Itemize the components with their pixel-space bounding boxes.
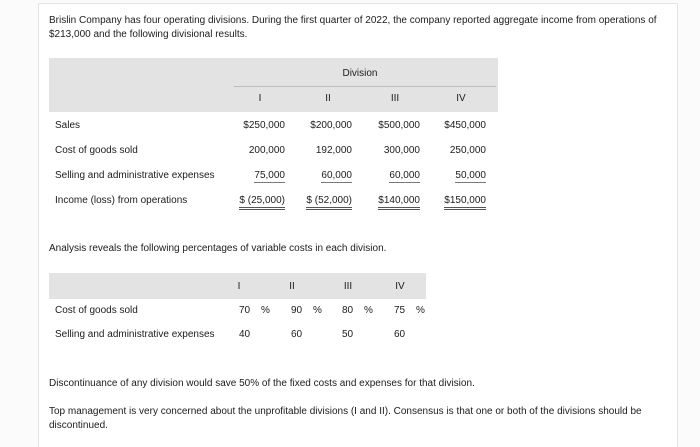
cell-income-ii: $ (52,000) xyxy=(306,195,352,210)
col-header-iii: III xyxy=(390,93,400,104)
cell-sa-ii: 60,000 xyxy=(321,170,352,181)
cell-sa-i: 75,000 xyxy=(254,170,285,181)
t2-cell-sa-i: 40 xyxy=(239,329,251,340)
cell-sales-ii: $200,000 xyxy=(310,120,352,131)
t2-cell-sa-ii: 60 xyxy=(291,329,303,340)
cell-sales-iii: $500,000 xyxy=(378,120,420,131)
t2-col-header-i: I xyxy=(237,281,241,292)
t2-cell-cogs-ii-unit: % xyxy=(313,305,322,316)
row-label-income: Income (loss) from operations xyxy=(55,195,188,206)
t2-cell-cogs-ii: 90 xyxy=(291,305,303,316)
cell-cogs-iv: 250,000 xyxy=(449,145,486,156)
cell-sa-iii: 60,000 xyxy=(389,170,420,181)
row-label-selling-admin: Selling and administrative expenses xyxy=(55,170,215,181)
analysis-paragraph: Analysis reveals the following percentages of variable costs in each division. xyxy=(49,243,387,254)
cell-income-i: $ (25,000) xyxy=(239,195,285,210)
col-header-i: I xyxy=(258,93,262,104)
t2-cell-cogs-iv-unit: % xyxy=(416,305,425,316)
table1-header-divider xyxy=(234,86,496,87)
cell-cogs-ii: 192,000 xyxy=(315,145,352,156)
t2-col-header-ii: II xyxy=(289,281,295,292)
t2-cell-cogs-iv: 75 xyxy=(394,305,406,316)
t2-col-header-iii: III xyxy=(343,281,353,292)
cell-income-iv: $150,000 xyxy=(444,195,486,210)
t2-col-header-iv: IV xyxy=(395,281,405,292)
row-label-cogs: Cost of goods sold xyxy=(55,145,138,156)
cell-cogs-i: 200,000 xyxy=(248,145,285,156)
cell-cogs-iii: 300,000 xyxy=(383,145,420,156)
t2-cell-sa-iii: 50 xyxy=(342,329,354,340)
t2-cell-cogs-iii-unit: % xyxy=(364,305,373,316)
t2-cell-cogs-i: 70 xyxy=(239,305,251,316)
discontinuance-paragraph: Discontinuance of any division would save 50% of the fixed costs and expenses for that division. xyxy=(49,378,475,389)
t2-cell-cogs-i-unit: % xyxy=(261,305,270,316)
t2-cell-sa-iv: 60 xyxy=(394,329,406,340)
t2-cell-cogs-iii: 80 xyxy=(342,305,354,316)
cell-income-iii: $140,000 xyxy=(378,195,420,210)
cell-sales-i: $250,000 xyxy=(243,120,285,131)
division-header: Division xyxy=(342,68,378,79)
row-label-sales: Sales xyxy=(55,120,81,131)
intro-paragraph: Brislin Company has four operating divisions. During the first quarter of 2022, the company reported aggregate income from operations of $213,000 and the following divisional results. xyxy=(49,15,657,40)
col-header-iv: IV xyxy=(456,93,466,104)
col-header-ii: II xyxy=(325,93,331,104)
t2-row-label-selling-admin: Selling and administrative expenses xyxy=(55,329,215,340)
t2-row-label-cogs: Cost of goods sold xyxy=(55,305,138,316)
cell-sales-iv: $450,000 xyxy=(444,120,486,131)
management-paragraph: Top management is very concerned about the unprofitable divisions (I and II). Consensus is that one or both of the divisions should be discontinued. xyxy=(49,406,642,431)
table1-header-band xyxy=(49,58,498,112)
cell-sa-iv: 50,000 xyxy=(455,170,486,181)
